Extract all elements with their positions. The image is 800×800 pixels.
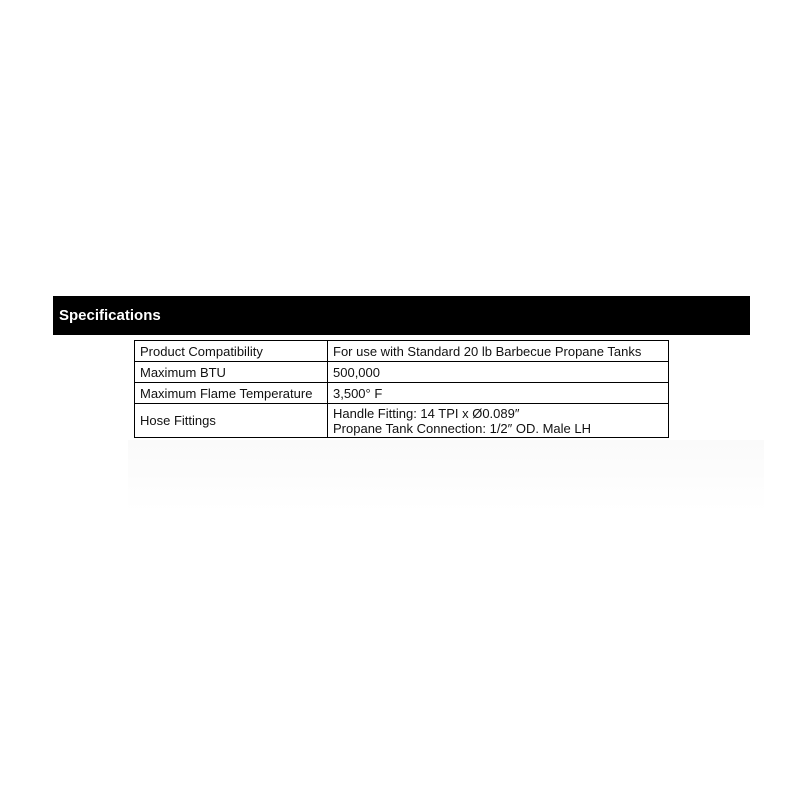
spec-value: 500,000 bbox=[328, 362, 669, 383]
specifications-header bbox=[53, 296, 750, 335]
spec-label: Hose Fittings bbox=[135, 404, 328, 438]
spec-label: Maximum Flame Temperature bbox=[135, 383, 328, 404]
spec-label: Product Compatibility bbox=[135, 341, 328, 362]
handle-fitting-text: Handle Fitting: 14 TPI x Ø0.089″ bbox=[333, 405, 520, 421]
spec-label: Maximum BTU bbox=[135, 362, 328, 383]
specifications-table bbox=[134, 340, 669, 438]
spec-value bbox=[328, 404, 669, 438]
section-title: Specifications bbox=[59, 307, 161, 324]
spec-value: 3,500° F bbox=[328, 383, 669, 404]
table-row bbox=[135, 383, 669, 404]
table-row bbox=[135, 404, 669, 438]
spec-value: For use with Standard 20 lb Barbecue Propane Tanks bbox=[328, 341, 669, 362]
faint-shadow bbox=[128, 440, 764, 512]
tank-connection-text: Propane Tank Connection: 1/2″ OD. Male LH bbox=[333, 420, 592, 436]
table-row bbox=[135, 362, 669, 383]
table-row bbox=[135, 341, 669, 362]
